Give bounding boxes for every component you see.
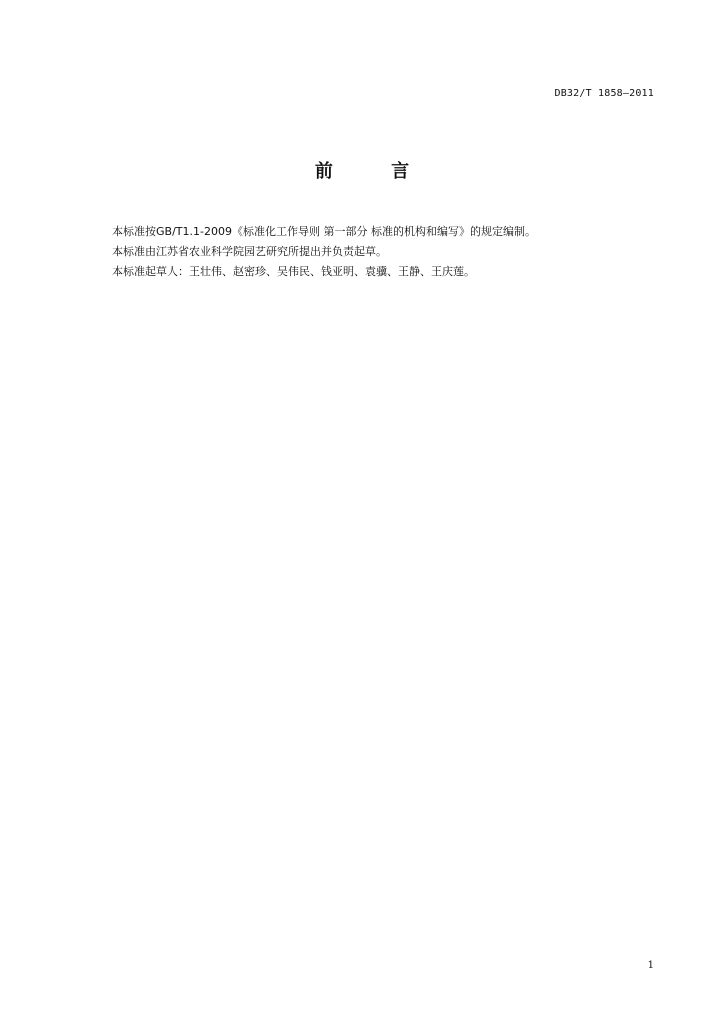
foreword-body: [112, 222, 672, 282]
foreword-paragraph-proposer: 本标准由江苏省农业科学院园艺研究所提出并负责起草。: [112, 245, 387, 258]
foreword-paragraph-drafters: 本标准起草人：王壮伟、赵密珍、吴伟民、钱亚明、袁骥、王静、王庆莲。: [112, 265, 475, 278]
page-title: 前 言: [314, 161, 436, 182]
standard-code-header: DB32/T 1858—2011: [554, 88, 654, 99]
page-number: 1: [647, 960, 654, 971]
foreword-paragraph-drafting-rules: 本标准按GB/T1.1-2009《标准化工作导则 第一部分 标准的机构和编写》的规定编制。: [112, 225, 536, 238]
